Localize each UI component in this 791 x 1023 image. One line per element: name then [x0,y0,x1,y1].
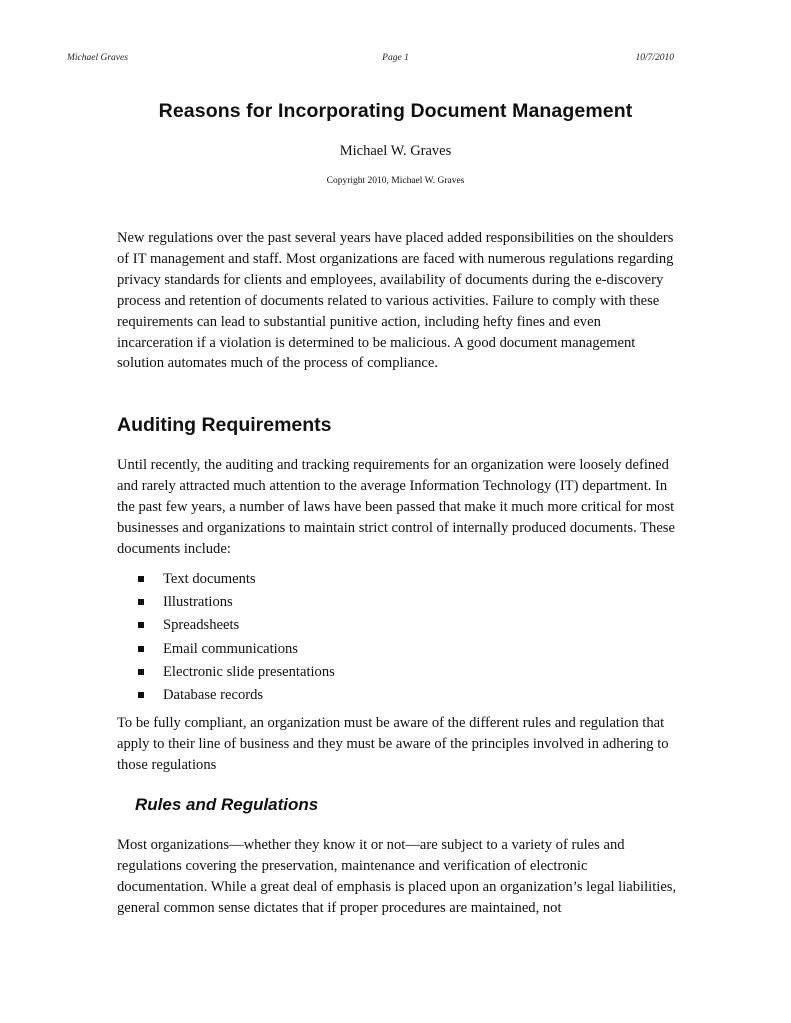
list-item: Database records [138,685,335,708]
section-heading-rules: Rules and Regulations [135,795,319,814]
intro-paragraph: New regulations over the past several years have placed added responsibilities on the shoulders of IT management and staff. Most organizations are faced with numerous regulations regarding privacy standards for clients and employees, availability of documents during the e-discovery process and retention of documents related to various activities. Failure to comply with these requirements can lead to substantial punitive action, including hefty fines and even incarceration if a violation is determined to be malicious. A good document management solution automates much of the process of compliance. [117,230,674,372]
bullet-icon [138,669,144,675]
bullet-icon [138,646,144,652]
document-title: Reasons for Incorporating Document Management [158,100,633,122]
compliance-paragraph: To be fully compliant, an organization must be aware of the different rules and regulation that apply to their line of business and they must be aware of the principles involved in adhering to those regulations [117,715,669,773]
header-date: 10/7/2010 [635,53,674,63]
header-page-number: Page 1 [382,53,409,63]
list-item: Spreadsheets [138,615,335,638]
document-author: Michael W. Graves [339,143,452,159]
bullet-icon [138,692,144,698]
bullet-icon [138,622,144,628]
rules-paragraph: Most organizations—whether they know it or not—are subject to a variety of rules and regulations covering the preservation, maintenance and verification of electronic documentation. While a great deal of emphasis is placed upon an organization’s legal liabilities, general common sense dictates that if proper procedures are maintained, not [117,837,677,916]
list-item: Email communications [138,639,335,662]
list-item: Electronic slide presentations [138,662,335,685]
list-item: Illustrations [138,592,335,615]
document-types-list [138,569,335,708]
header-author: Michael Graves [67,53,128,63]
bullet-icon [138,576,144,582]
auditing-paragraph: Until recently, the auditing and tracking requirements for an organization were loosely defined and rarely attracted much attention to the average Information Technology (IT) department. In the past few years, a number of laws have been passed that make it much more critical for most businesses and organizations to maintain strict control of internally produced documents. These documents include: [117,457,675,557]
copyright-notice: Copyright 2010, Michael W. Graves [326,176,465,186]
list-item: Text documents [138,569,335,592]
section-heading-auditing: Auditing Requirements [117,414,332,436]
bullet-icon [138,599,144,605]
